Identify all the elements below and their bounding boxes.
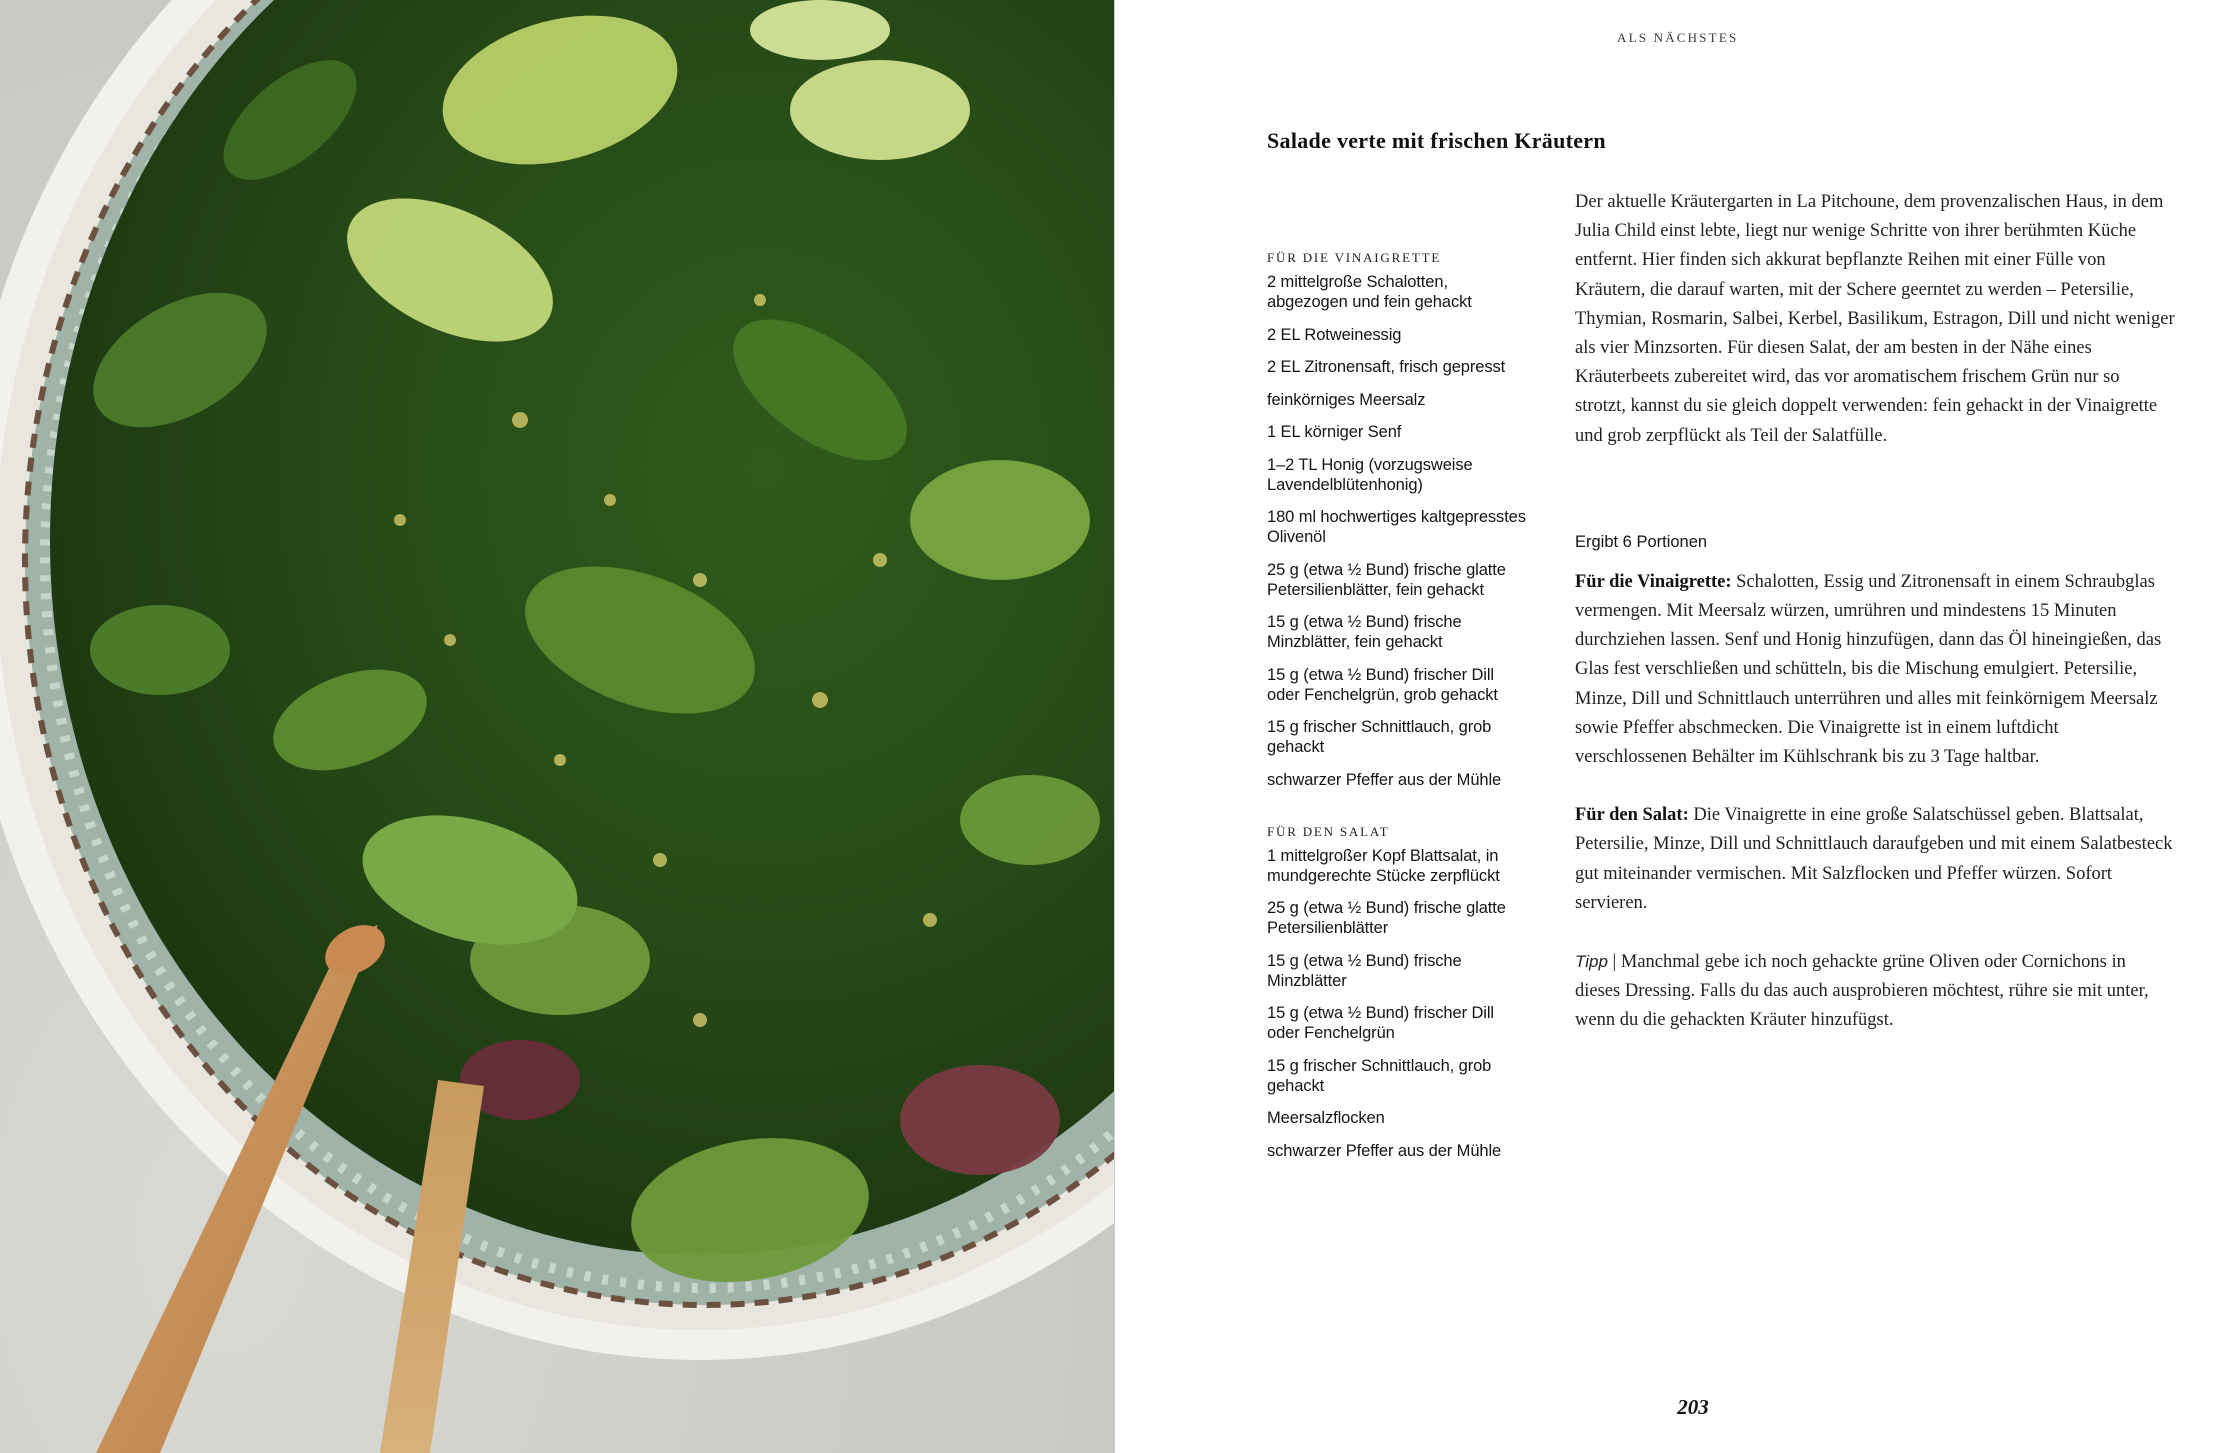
tip-label: Tipp	[1575, 952, 1608, 972]
salad-photo	[0, 0, 1114, 1453]
page-number: 203	[1677, 1395, 1709, 1419]
vinaigrette-heading: FÜR DIE VINAIGRETTE	[1267, 250, 1442, 265]
ingredient-item: 15 g (etwa ½ Bund) frische Minzblätter, fein gehackt	[1267, 613, 1462, 651]
step-text: Schalotten, Essig und Zitronensaft in einem Schraubglas vermengen. Mit Meersalz würzen, umrühren und mindestens 15 Minuten durchziehen lassen. Senf und Honig hinzufügen, dann das Öl hineingießen, das Glas fest verschließen und schütteln, bis die Mischung emulgiert. Petersilie, Minze, Dill und Schnittlauch unterrühren und alles mit feinkörnigem Meersalz sowie Pfeffer abschmecken. Die Vinaigrette ist in einem luftdicht verschlossenen Behälter im Kühlschrank bis zu 3 Tage haltbar.	[1575, 571, 2162, 768]
step-text: Die Vinaigrette in eine große Salatschüssel geben. Blattsalat, Petersilie, Minze, Dill und Schnittlauch daraufgeben und mit einem Salatbesteck gut miteinander vermischen. Mit Salzflocken und Pfeffer würzen. Sofort servieren.	[1575, 805, 2173, 913]
step-lead: Für die Vinaigrette:	[1575, 571, 1732, 592]
salad-ingredients	[1267, 824, 1527, 1161]
ingredient-item: 1 mittelgroßer Kopf Blattsalat, in mundgerechte Stücke zerpflückt	[1267, 846, 1500, 885]
ingredient-item: 1–2 TL Honig (vorzugsweise Lavendelblütenhonig)	[1267, 455, 1473, 494]
salad-step	[1575, 801, 2175, 918]
serves-line: Ergibt 6 Portionen	[1575, 532, 1708, 551]
tip-paragraph	[1575, 947, 2175, 1036]
ingredient-item: 25 g (etwa ½ Bund) frische glatte Petersilienblätter	[1267, 899, 1506, 937]
ingredient-item: 180 ml hochwertiges kaltgepresstes Olivenöl	[1267, 508, 1526, 546]
ingredient-item: Meersalzflocken	[1267, 1109, 1385, 1127]
intro-paragraph: Der aktuelle Kräutergarten in La Pitchoune, dem provenzalischen Haus, in dem Julia Child einst lebte, liegt nur wenige Schritte von ihrer berühmten Küche entfernt. Hier finden sich akkurat bepflanzte Reihen mit einer Fülle von Kräutern, die darauf warten, mit der Schere geerntet zu werden – Petersilie, Thymian, Rosmarin, Salbei, Kerbel, Basilikum, Estragon, Dill und nicht weniger als vier Minzsorten. Für diesen Salat, der am besten in der Nähe eines Kräuterbeets zubereitet wird, das vor aromatischem frischem Grün nur so strotzt, kannst du sie gleich doppelt verwenden: fein gehackt in der Vinaigrette und grob zerpflückt als Teil der Salatfülle.	[1575, 192, 2175, 446]
tip-text: Manchmal gebe ich noch gehackte grüne Oliven oder Cornichons in dieses Dressing. Falls du das auch ausprobieren möchtest, rühre sie mit unter, wenn du die gehackten Kräuter hinzufügst.	[1575, 952, 2149, 1031]
salad-bowl-illustration	[0, 0, 1114, 1453]
running-head: ALS NÄCHSTES	[1617, 30, 1739, 45]
ingredient-item: 15 g (etwa ½ Bund) frischer Dill oder Fenchelgrün, grob gehackt	[1267, 665, 1498, 704]
vinaigrette-ingredients	[1267, 250, 1527, 790]
step-lead: Für den Salat:	[1575, 805, 1689, 826]
ingredient-item: 2 EL Rotweinessig	[1267, 325, 1402, 344]
ingredient-item: 15 g frischer Schnittlauch, grob gehackt	[1267, 718, 1492, 756]
ingredient-item: 25 g (etwa ½ Bund) frische glatte Petersilienblätter, fein gehackt	[1267, 560, 1506, 599]
ingredient-item: 2 mittelgroße Schalotten, abgezogen und fein gehackt	[1267, 273, 1472, 311]
ingredient-item: 15 g (etwa ½ Bund) frische Minzblätter	[1267, 951, 1462, 990]
recipe-page	[1115, 0, 2232, 1453]
ingredient-list	[1267, 250, 1527, 1195]
ingredient-item: 2 EL Zitronensaft, frisch gepresst	[1267, 358, 1506, 376]
ingredient-item: schwarzer Pfeffer aus der Mühle	[1267, 770, 1502, 789]
recipe-title: Salade verte mit frischen Kräutern	[1267, 128, 1606, 153]
ingredient-item: 15 g frischer Schnittlauch, grob gehackt	[1267, 1056, 1492, 1095]
method-column	[1575, 188, 2175, 1065]
ingredient-item: schwarzer Pfeffer aus der Mühle	[1267, 1141, 1502, 1160]
salad-heading: FÜR DEN SALAT	[1267, 823, 1390, 839]
tip-separator: |	[1607, 952, 1621, 973]
ingredient-item: 1 EL körniger Senf	[1267, 423, 1402, 441]
vinaigrette-step	[1575, 568, 2175, 772]
ingredient-item: feinkörniges Meersalz	[1267, 390, 1426, 409]
ingredient-item: 15 g (etwa ½ Bund) frischer Dill oder Fenchelgrün	[1267, 1004, 1494, 1042]
